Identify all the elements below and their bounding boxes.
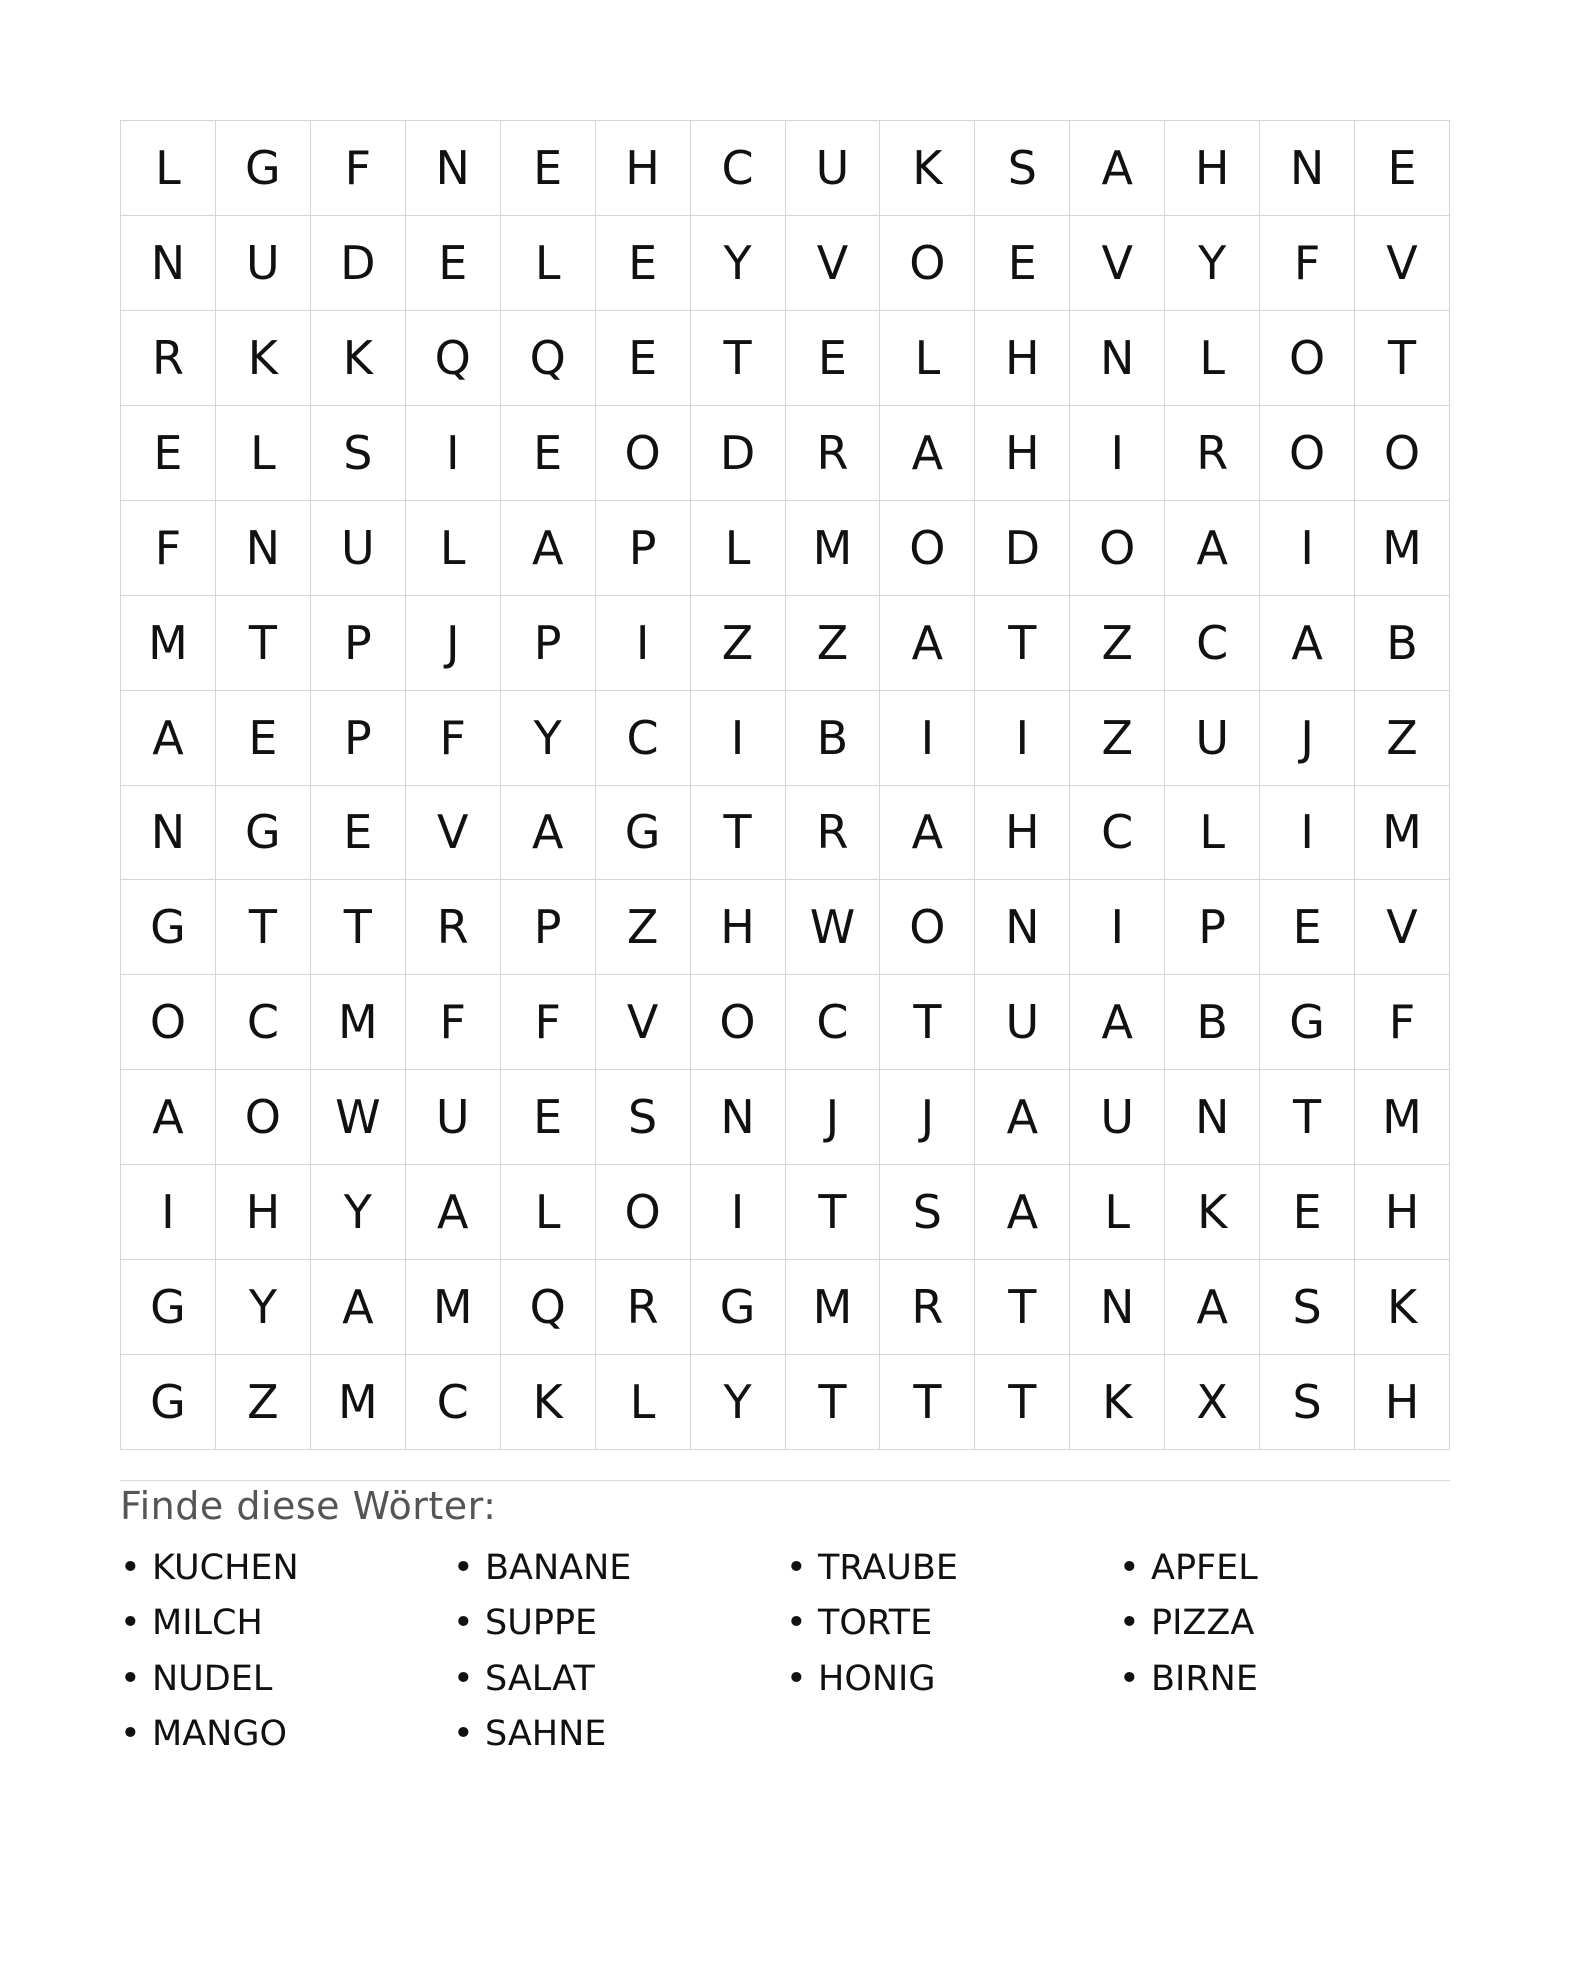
grid-cell[interactable]: Z bbox=[1355, 691, 1450, 786]
word-list-item bbox=[120, 1651, 453, 1707]
grid-cell[interactable]: R bbox=[1165, 406, 1260, 501]
grid-cell[interactable]: Q bbox=[406, 311, 501, 406]
grid-cell[interactable]: H bbox=[216, 1165, 311, 1260]
grid-cell[interactable]: H bbox=[1165, 121, 1260, 216]
grid-cell[interactable]: L bbox=[880, 311, 975, 406]
grid-cell[interactable]: O bbox=[880, 880, 975, 975]
grid-cell[interactable]: E bbox=[1355, 121, 1450, 216]
word-label: APFEL bbox=[1151, 1547, 1258, 1588]
grid-cell[interactable]: U bbox=[216, 216, 311, 311]
grid-cell[interactable]: A bbox=[1070, 975, 1165, 1070]
grid-cell[interactable]: L bbox=[596, 1355, 691, 1450]
grid-cell[interactable]: G bbox=[121, 1355, 216, 1450]
word-list-item bbox=[786, 1651, 1119, 1707]
grid-cell[interactable]: P bbox=[596, 501, 691, 596]
grid-cell[interactable]: A bbox=[1260, 596, 1355, 691]
grid-cell[interactable]: Y bbox=[1165, 216, 1260, 311]
grid-cell[interactable]: K bbox=[311, 311, 406, 406]
grid-cell[interactable]: H bbox=[1355, 1165, 1450, 1260]
grid-cell[interactable]: M bbox=[1355, 786, 1450, 881]
word-list-item bbox=[1119, 1540, 1452, 1596]
grid-cell[interactable]: O bbox=[880, 216, 975, 311]
grid-cell[interactable]: S bbox=[1260, 1260, 1355, 1355]
grid-cell[interactable]: L bbox=[1165, 311, 1260, 406]
grid-cell[interactable]: D bbox=[691, 406, 786, 501]
grid-cell[interactable]: L bbox=[216, 406, 311, 501]
grid-cell[interactable]: G bbox=[121, 880, 216, 975]
bullet-icon: • bbox=[120, 1547, 141, 1588]
grid-cell[interactable]: O bbox=[216, 1070, 311, 1165]
grid-cell[interactable]: T bbox=[691, 786, 786, 881]
grid-cell[interactable]: A bbox=[975, 1165, 1070, 1260]
grid-cell[interactable]: S bbox=[1260, 1355, 1355, 1450]
grid-cell[interactable]: I bbox=[975, 691, 1070, 786]
grid-cell[interactable]: I bbox=[1260, 501, 1355, 596]
grid-cell[interactable]: V bbox=[596, 975, 691, 1070]
word-label: PIZZA bbox=[1151, 1603, 1255, 1644]
letter-grid bbox=[120, 120, 1450, 1450]
grid-cell[interactable]: I bbox=[121, 1165, 216, 1260]
word-label: HONIG bbox=[818, 1658, 936, 1699]
grid-cell[interactable]: I bbox=[691, 691, 786, 786]
grid-cell[interactable]: T bbox=[1355, 311, 1450, 406]
grid-cell[interactable]: E bbox=[975, 216, 1070, 311]
grid-cell[interactable]: O bbox=[596, 1165, 691, 1260]
grid-cell[interactable]: H bbox=[596, 121, 691, 216]
grid-cell[interactable]: N bbox=[691, 1070, 786, 1165]
grid-cell[interactable]: P bbox=[501, 596, 596, 691]
grid-cell[interactable]: I bbox=[596, 596, 691, 691]
grid-cell[interactable]: G bbox=[1260, 975, 1355, 1070]
grid-cell[interactable]: S bbox=[596, 1070, 691, 1165]
word-label: SAHNE bbox=[485, 1714, 607, 1755]
word-label: MANGO bbox=[152, 1714, 287, 1755]
grid-cell[interactable]: J bbox=[880, 1070, 975, 1165]
grid-cell[interactable]: P bbox=[311, 691, 406, 786]
bullet-icon: • bbox=[120, 1658, 141, 1699]
grid-cell[interactable]: K bbox=[1070, 1355, 1165, 1450]
word-list-item bbox=[1119, 1651, 1452, 1707]
grid-cell[interactable]: Y bbox=[501, 691, 596, 786]
grid-cell[interactable]: O bbox=[1260, 311, 1355, 406]
word-label: BANANE bbox=[485, 1547, 632, 1588]
word-label: SUPPE bbox=[485, 1603, 598, 1644]
word-list-item bbox=[120, 1540, 453, 1596]
grid-cell[interactable]: Y bbox=[691, 216, 786, 311]
grid-cell[interactable]: G bbox=[216, 786, 311, 881]
grid-cell[interactable]: K bbox=[501, 1355, 596, 1450]
grid-cell[interactable]: E bbox=[406, 216, 501, 311]
grid-cell[interactable]: T bbox=[975, 1260, 1070, 1355]
word-label: BIRNE bbox=[1151, 1658, 1258, 1699]
grid-cell[interactable]: V bbox=[1070, 216, 1165, 311]
word-label: TRAUBE bbox=[818, 1547, 958, 1588]
grid-cell[interactable]: A bbox=[311, 1260, 406, 1355]
word-label: NUDEL bbox=[152, 1658, 273, 1699]
grid-cell[interactable]: D bbox=[311, 216, 406, 311]
grid-cell[interactable]: O bbox=[1070, 501, 1165, 596]
grid-cell[interactable]: H bbox=[975, 786, 1070, 881]
grid-cell[interactable]: G bbox=[216, 121, 311, 216]
word-list-item bbox=[453, 1707, 786, 1763]
bullet-icon: • bbox=[453, 1547, 474, 1588]
grid-cell[interactable]: H bbox=[975, 406, 1070, 501]
grid-cell[interactable]: O bbox=[121, 975, 216, 1070]
grid-cell[interactable]: A bbox=[1165, 1260, 1260, 1355]
bullet-icon: • bbox=[1119, 1547, 1140, 1588]
grid-cell[interactable]: D bbox=[975, 501, 1070, 596]
grid-cell[interactable]: Y bbox=[311, 1165, 406, 1260]
grid-cell[interactable]: F bbox=[311, 121, 406, 216]
grid-cell[interactable]: A bbox=[121, 691, 216, 786]
grid-cell[interactable]: T bbox=[975, 1355, 1070, 1450]
bullet-icon: • bbox=[453, 1714, 474, 1755]
grid-cell[interactable]: Q bbox=[501, 311, 596, 406]
grid-cell[interactable]: L bbox=[1070, 1165, 1165, 1260]
grid-cell[interactable]: J bbox=[786, 1070, 881, 1165]
grid-cell[interactable]: E bbox=[501, 121, 596, 216]
grid-cell[interactable]: M bbox=[311, 1355, 406, 1450]
grid-cell[interactable]: V bbox=[406, 786, 501, 881]
grid-cell[interactable]: F bbox=[406, 691, 501, 786]
grid-cell[interactable]: W bbox=[786, 880, 881, 975]
grid-cell[interactable]: U bbox=[975, 975, 1070, 1070]
grid-cell[interactable]: T bbox=[216, 596, 311, 691]
grid-cell[interactable]: F bbox=[1355, 975, 1450, 1070]
grid-cell[interactable]: U bbox=[786, 121, 881, 216]
grid-cell[interactable]: W bbox=[311, 1070, 406, 1165]
grid-cell[interactable]: I bbox=[691, 1165, 786, 1260]
grid-cell[interactable]: R bbox=[596, 1260, 691, 1355]
grid-cell[interactable]: M bbox=[311, 975, 406, 1070]
word-list bbox=[120, 1540, 1450, 1762]
grid-cell[interactable]: E bbox=[1260, 880, 1355, 975]
grid-cell[interactable]: S bbox=[975, 121, 1070, 216]
word-list-item bbox=[1119, 1596, 1452, 1652]
grid-cell[interactable]: C bbox=[691, 121, 786, 216]
grid-cell[interactable]: F bbox=[121, 501, 216, 596]
grid-cell[interactable]: N bbox=[216, 501, 311, 596]
grid-cell[interactable]: A bbox=[880, 406, 975, 501]
grid-cell[interactable]: N bbox=[1070, 1260, 1165, 1355]
grid-cell[interactable]: A bbox=[880, 596, 975, 691]
word-list-item bbox=[453, 1651, 786, 1707]
grid-cell[interactable]: A bbox=[406, 1165, 501, 1260]
bullet-icon: • bbox=[120, 1714, 141, 1755]
grid-cell[interactable]: L bbox=[501, 1165, 596, 1260]
grid-cell[interactable]: L bbox=[406, 501, 501, 596]
grid-cell[interactable]: V bbox=[1355, 880, 1450, 975]
grid-cell[interactable]: J bbox=[1260, 691, 1355, 786]
grid-cell[interactable]: F bbox=[1260, 216, 1355, 311]
word-list-item bbox=[453, 1540, 786, 1596]
grid-cell[interactable]: L bbox=[121, 121, 216, 216]
grid-cell[interactable]: B bbox=[786, 691, 881, 786]
grid-cell[interactable]: N bbox=[1165, 1070, 1260, 1165]
grid-cell[interactable]: H bbox=[691, 880, 786, 975]
bullet-icon: • bbox=[1119, 1658, 1140, 1699]
grid-cell[interactable]: M bbox=[1355, 1070, 1450, 1165]
grid-cell[interactable]: B bbox=[1355, 596, 1450, 691]
grid-cell[interactable]: T bbox=[311, 880, 406, 975]
word-label: KUCHEN bbox=[152, 1547, 299, 1588]
grid-cell[interactable]: K bbox=[216, 311, 311, 406]
grid-cell[interactable]: T bbox=[975, 596, 1070, 691]
grid-cell[interactable]: O bbox=[1260, 406, 1355, 501]
grid-cell[interactable]: A bbox=[501, 501, 596, 596]
grid-cell[interactable]: L bbox=[501, 216, 596, 311]
grid-cell[interactable]: E bbox=[596, 311, 691, 406]
grid-cell[interactable]: G bbox=[691, 1260, 786, 1355]
grid-cell[interactable]: N bbox=[1260, 121, 1355, 216]
grid-cell[interactable]: A bbox=[975, 1070, 1070, 1165]
grid-cell[interactable]: E bbox=[596, 216, 691, 311]
grid-cell[interactable]: E bbox=[216, 691, 311, 786]
grid-cell[interactable]: L bbox=[1165, 786, 1260, 881]
grid-cell[interactable]: Z bbox=[596, 880, 691, 975]
word-list-title: Finde diese Wörter: bbox=[120, 1484, 497, 1528]
word-list-item bbox=[786, 1540, 1119, 1596]
grid-cell[interactable]: T bbox=[216, 880, 311, 975]
grid-cell[interactable]: P bbox=[311, 596, 406, 691]
word-label: SALAT bbox=[485, 1658, 595, 1699]
grid-cell[interactable]: L bbox=[691, 501, 786, 596]
grid-cell[interactable]: U bbox=[311, 501, 406, 596]
grid-cell[interactable]: K bbox=[1165, 1165, 1260, 1260]
grid-cell[interactable]: T bbox=[786, 1355, 881, 1450]
grid-cell[interactable]: H bbox=[1355, 1355, 1450, 1450]
grid-cell[interactable]: E bbox=[501, 406, 596, 501]
grid-cell[interactable]: U bbox=[1070, 1070, 1165, 1165]
grid-cell[interactable]: R bbox=[406, 880, 501, 975]
grid-cell[interactable]: Z bbox=[691, 596, 786, 691]
grid-cell[interactable]: R bbox=[880, 1260, 975, 1355]
grid-cell[interactable]: Y bbox=[216, 1260, 311, 1355]
grid-cell[interactable]: A bbox=[121, 1070, 216, 1165]
grid-cell[interactable]: M bbox=[786, 1260, 881, 1355]
grid-cell[interactable]: C bbox=[1070, 786, 1165, 881]
grid-cell[interactable]: I bbox=[1070, 406, 1165, 501]
grid-cell[interactable]: Q bbox=[501, 1260, 596, 1355]
word-label: MILCH bbox=[152, 1603, 263, 1644]
grid-cell[interactable]: T bbox=[880, 975, 975, 1070]
grid-cell[interactable]: G bbox=[121, 1260, 216, 1355]
grid-cell[interactable]: S bbox=[311, 406, 406, 501]
grid-cell[interactable]: U bbox=[406, 1070, 501, 1165]
grid-cell[interactable]: N bbox=[975, 880, 1070, 975]
grid-cell[interactable]: F bbox=[406, 975, 501, 1070]
grid-cell[interactable]: X bbox=[1165, 1355, 1260, 1450]
grid-cell[interactable]: A bbox=[1165, 501, 1260, 596]
grid-cell[interactable]: T bbox=[880, 1355, 975, 1450]
grid-cell[interactable]: E bbox=[501, 1070, 596, 1165]
grid-cell[interactable]: N bbox=[121, 216, 216, 311]
word-list-item bbox=[120, 1707, 453, 1763]
grid-cell[interactable]: E bbox=[786, 311, 881, 406]
grid-cell[interactable]: C bbox=[786, 975, 881, 1070]
word-list-item bbox=[786, 1596, 1119, 1652]
grid-cell[interactable]: P bbox=[501, 880, 596, 975]
bullet-icon: • bbox=[453, 1603, 474, 1644]
grid-cell[interactable]: I bbox=[1260, 786, 1355, 881]
grid-cell[interactable]: Z bbox=[1070, 596, 1165, 691]
grid-cell[interactable]: E bbox=[1260, 1165, 1355, 1260]
grid-cell[interactable]: Y bbox=[691, 1355, 786, 1450]
grid-cell[interactable]: F bbox=[501, 975, 596, 1070]
word-list-item bbox=[120, 1596, 453, 1652]
grid-cell[interactable]: V bbox=[786, 216, 881, 311]
grid-cell[interactable]: C bbox=[1165, 596, 1260, 691]
bullet-icon: • bbox=[786, 1547, 807, 1588]
grid-cell[interactable]: K bbox=[880, 121, 975, 216]
grid-cell[interactable]: C bbox=[596, 691, 691, 786]
grid-cell[interactable]: A bbox=[501, 786, 596, 881]
grid-cell[interactable]: I bbox=[406, 406, 501, 501]
grid-cell[interactable]: T bbox=[691, 311, 786, 406]
grid-cell[interactable]: A bbox=[880, 786, 975, 881]
bullet-icon: • bbox=[1119, 1603, 1140, 1644]
grid-cell[interactable]: O bbox=[880, 501, 975, 596]
grid-cell[interactable]: E bbox=[121, 406, 216, 501]
grid-cell[interactable]: O bbox=[1355, 406, 1450, 501]
bullet-icon: • bbox=[120, 1603, 141, 1644]
grid-cell[interactable]: Z bbox=[1070, 691, 1165, 786]
grid-cell[interactable]: K bbox=[1355, 1260, 1450, 1355]
grid-cell[interactable]: T bbox=[786, 1165, 881, 1260]
grid-cell[interactable]: T bbox=[1260, 1070, 1355, 1165]
grid-cell[interactable]: G bbox=[596, 786, 691, 881]
grid-cell[interactable]: Z bbox=[786, 596, 881, 691]
bullet-icon: • bbox=[786, 1658, 807, 1699]
grid-cell[interactable]: M bbox=[786, 501, 881, 596]
grid-cell[interactable]: P bbox=[1165, 880, 1260, 975]
grid-cell[interactable]: E bbox=[311, 786, 406, 881]
grid-cell[interactable]: U bbox=[1165, 691, 1260, 786]
grid-cell[interactable]: R bbox=[786, 406, 881, 501]
grid-cell[interactable]: A bbox=[1070, 121, 1165, 216]
grid-cell[interactable]: N bbox=[406, 121, 501, 216]
grid-cell[interactable]: J bbox=[406, 596, 501, 691]
grid-cell[interactable]: M bbox=[406, 1260, 501, 1355]
grid-cell[interactable]: S bbox=[880, 1165, 975, 1260]
grid-cell[interactable]: N bbox=[121, 786, 216, 881]
grid-cell[interactable]: V bbox=[1355, 216, 1450, 311]
grid-cell[interactable]: O bbox=[691, 975, 786, 1070]
grid-cell[interactable]: I bbox=[1070, 880, 1165, 975]
word-list-item bbox=[453, 1596, 786, 1652]
grid-cell[interactable]: R bbox=[121, 311, 216, 406]
grid-cell[interactable]: O bbox=[596, 406, 691, 501]
grid-cell[interactable]: M bbox=[1355, 501, 1450, 596]
bullet-icon: • bbox=[453, 1658, 474, 1699]
divider bbox=[120, 1480, 1450, 1481]
grid-cell[interactable]: C bbox=[216, 975, 311, 1070]
bullet-icon: • bbox=[786, 1603, 807, 1644]
grid-cell[interactable]: Z bbox=[216, 1355, 311, 1450]
grid-cell[interactable]: R bbox=[786, 786, 881, 881]
word-label: TORTE bbox=[818, 1603, 933, 1644]
grid-cell[interactable]: I bbox=[880, 691, 975, 786]
grid-cell[interactable]: B bbox=[1165, 975, 1260, 1070]
grid-cell[interactable]: H bbox=[975, 311, 1070, 406]
grid-cell[interactable]: N bbox=[1070, 311, 1165, 406]
grid-cell[interactable]: C bbox=[406, 1355, 501, 1450]
grid-cell[interactable]: M bbox=[121, 596, 216, 691]
